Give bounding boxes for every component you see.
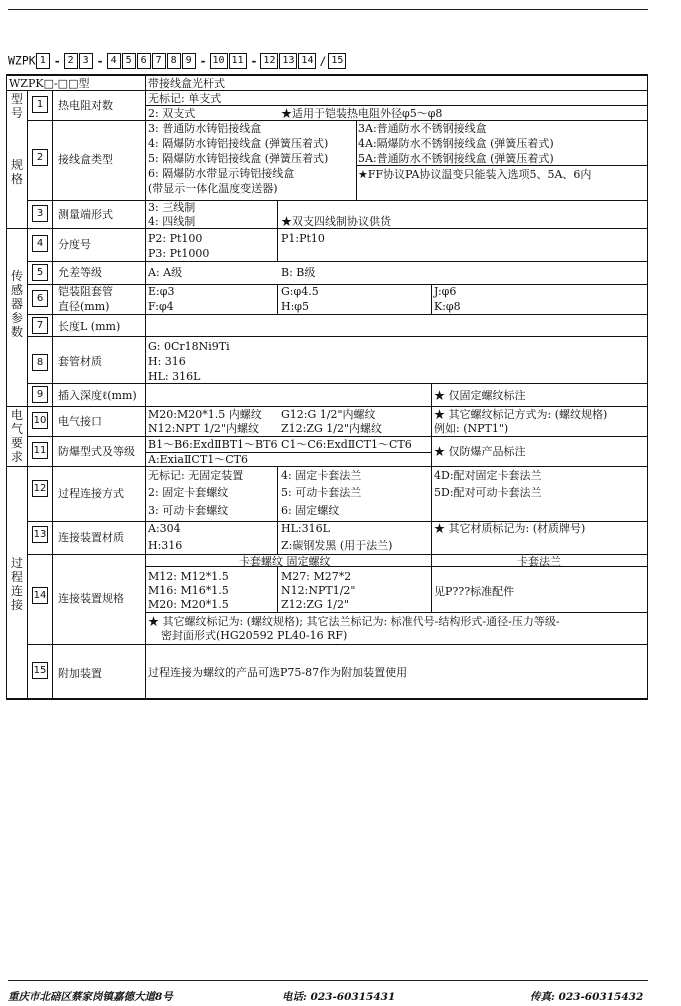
spec-table (6, 74, 648, 700)
option: 3A:普通防水不锈钢接线盒 (358, 122, 487, 135)
note: ★适用于铠装热电阻外径φ5～φ8 (281, 107, 443, 120)
row-label: 连接装置规格 (58, 592, 124, 605)
option: M20: M20*1.5 (148, 598, 229, 611)
note: ★ 仅固定螺纹标注 (434, 389, 526, 402)
option: B1～B6:ExdⅡBT1～BT6 C1～C6:ExdⅡCT1～CT6 (148, 438, 412, 451)
option: N12:NPT 1/2"内螺纹 (148, 422, 259, 435)
note: ★ 其它螺纹标记方式为: (螺纹规格) (434, 408, 608, 421)
row-number: 13 (32, 526, 48, 543)
row-number: 14 (32, 587, 48, 604)
row-label: 测量端形式 (58, 208, 113, 221)
option: Z12:ZG 1/2"内螺纹 (281, 422, 383, 435)
code-box: 15 (328, 53, 346, 69)
row-label: 插入深度ℓ(mm) (58, 389, 137, 402)
option: 4D:配对固定卡套法兰 (434, 469, 542, 482)
model-code: WZPK 1 - 2 3 - 4 5 6 7 8 9 - 10 11 - 12 13 14 / 15 (8, 53, 347, 69)
note: ★双支四线制协议供货 (281, 215, 391, 228)
footer-phone: 电话: 023-60315431 (282, 991, 396, 1003)
row-number: 12 (32, 480, 48, 497)
option: G12:G 1/2"内螺纹 (281, 408, 376, 421)
row-label: 防爆型式及等级 (58, 445, 135, 458)
header-code: WZPK□-□□型 (9, 77, 90, 90)
option: HL: 316L (148, 370, 201, 383)
option: 5A:普通防水不锈钢接线盒 (弹簧压着式) (358, 152, 554, 165)
note: ★ 其它螺纹标记为: (螺纹规格); 其它法兰标记为: 标准代号-结构形式-通径-压力等级- (148, 615, 560, 628)
option: 3: 三线制 (148, 201, 196, 214)
code-box: 3 (79, 53, 93, 69)
option: A:304 (148, 522, 181, 535)
row-label: 连接装置材质 (58, 531, 124, 544)
row-number: 1 (32, 96, 48, 113)
footer-address: 重庆市北碚区蔡家岗镇嘉德大道8号 (8, 991, 173, 1003)
row-number: 15 (32, 662, 48, 679)
option: 5: 可动卡套法兰 (281, 486, 362, 499)
row-number: 3 (32, 205, 48, 222)
row-number: 7 (32, 317, 48, 334)
option: P1:Pt10 (281, 232, 325, 245)
sub-header: 卡套法兰 (517, 555, 561, 568)
row-number: 6 (32, 290, 48, 307)
row-number: 11 (32, 442, 48, 459)
option: 5D:配对可动卡套法兰 (434, 486, 542, 499)
group-process: 过程连接 (10, 556, 23, 612)
note: ★ 其它材质标记为: (材质牌号) (434, 522, 586, 535)
footer-fax: 传真: 023-60315432 (530, 991, 644, 1003)
code-box: 6 (137, 53, 151, 69)
option: M27: M27*2 (281, 570, 352, 583)
option: 6: 固定螺纹 (281, 504, 340, 517)
note: ★FF协议PA协议温变只能装入选项5、5A、6内 (358, 168, 592, 181)
option: H:φ5 (281, 300, 309, 313)
option: 过程连接为螺纹的产品可选P75-87作为附加装置使用 (148, 666, 408, 679)
code-box: 12 (260, 53, 278, 69)
option: 2: 固定卡套螺纹 (148, 486, 229, 499)
code-box: 13 (279, 53, 297, 69)
option: M16: M16*1.5 (148, 584, 229, 597)
row-label: 热电阻对数 (58, 99, 113, 112)
option: M20:M20*1.5 内螺纹 (148, 408, 262, 421)
option: G: 0Cr18Ni9Ti (148, 340, 230, 353)
row-label: 电气接口 (58, 415, 102, 428)
option: F:φ4 (148, 300, 174, 313)
row-number: 10 (32, 412, 48, 429)
option: M12: M12*1.5 (148, 570, 229, 583)
code-box: 7 (152, 53, 166, 69)
code-box: 1 (36, 53, 50, 69)
row-label: 允差等级 (58, 266, 102, 279)
option: J:φ6 (434, 285, 457, 298)
row-label: 过程连接方式 (58, 487, 124, 500)
code-box: 14 (298, 53, 316, 69)
group-sensor: 传感器参数 (10, 269, 23, 339)
option: K:φ8 (434, 300, 461, 313)
row-label: 套管材质 (58, 355, 102, 368)
option: H:316 (148, 539, 183, 552)
code-box: 8 (167, 53, 181, 69)
option: H: 316 (148, 355, 186, 368)
option: 3: 可动卡套螺纹 (148, 504, 229, 517)
option: 见P???标准配件 (434, 585, 515, 598)
sub-header: 卡套螺纹 固定螺纹 (239, 555, 331, 568)
row-label: 附加装置 (58, 667, 102, 680)
option: 2: 双支式 (148, 107, 196, 120)
code-box: 4 (107, 53, 121, 69)
row-label: 直径(mm) (58, 300, 110, 313)
row-number: 5 (32, 264, 48, 281)
option: 3: 普通防水铸铝接线盒 (148, 122, 262, 135)
group-elec: 电气要求 (10, 408, 23, 464)
model-prefix: WZPK (8, 53, 36, 68)
note: ★ 仅防爆产品标注 (434, 445, 526, 458)
bottom-rule (8, 980, 648, 981)
row-number: 8 (32, 354, 48, 371)
option: G:φ4.5 (281, 285, 319, 298)
option: 4: 固定卡套法兰 (281, 469, 362, 482)
code-box: 11 (229, 53, 247, 69)
group-guige: 规格 (10, 158, 23, 186)
option: 6: 隔爆防水带显示铸铝接线盒 (148, 167, 295, 180)
code-box: 2 (64, 53, 78, 69)
option: E:φ3 (148, 285, 175, 298)
option: A: A级 (148, 266, 183, 279)
option: P2: Pt100 (148, 232, 203, 245)
header-desc: 带接线盒光杆式 (148, 77, 225, 90)
note: 例如: (NPT1") (434, 422, 509, 435)
top-rule (8, 9, 648, 10)
option: P3: Pt1000 (148, 247, 210, 260)
code-box: 9 (182, 53, 196, 69)
row-label: 接线盒类型 (58, 153, 113, 166)
row-label: 长度L (mm) (58, 320, 121, 333)
option: 4: 隔爆防水铸铝接线盒 (弹簧压着式) (148, 137, 329, 150)
row-number: 9 (32, 386, 48, 403)
option: Z12:ZG 1/2" (281, 598, 350, 611)
option: 无标记: 无固定装置 (148, 469, 244, 482)
option: B: B级 (281, 266, 316, 279)
option: N12:NPT1/2" (281, 584, 356, 597)
group-xinghao: 型号 (10, 92, 23, 120)
option: A:ExiaⅡCT1～CT6 (148, 453, 248, 466)
option: HL:316L (281, 522, 330, 535)
option: 4: 四线制 (148, 215, 196, 228)
code-box: 10 (210, 53, 228, 69)
option: 无标记: 单支式 (148, 92, 222, 105)
row-label: 铠装阻套管 (58, 285, 113, 298)
code-box: 5 (122, 53, 136, 69)
row-number: 2 (32, 149, 48, 166)
option: Z:碳钢发黑 (用于法兰) (281, 539, 393, 552)
row-label: 分度号 (58, 238, 91, 251)
option: 5: 隔爆防水铸铝接线盒 (弹簧压着式) (148, 152, 329, 165)
option: 4A:隔爆防水不锈钢接线盒 (弹簧压着式) (358, 137, 554, 150)
option: (带显示一体化温度变送器) (148, 182, 278, 195)
row-number: 4 (32, 235, 48, 252)
note: 密封面形式(HG20592 PL40-16 RF) (161, 629, 348, 642)
